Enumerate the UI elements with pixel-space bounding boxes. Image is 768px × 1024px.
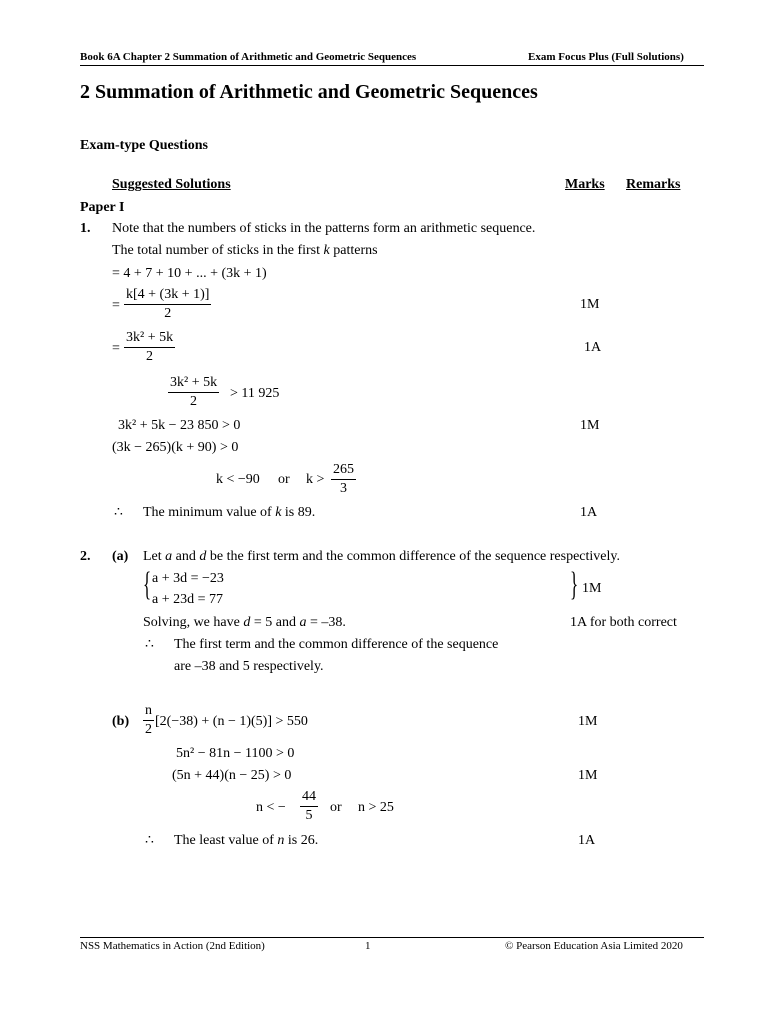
q2-part-b-label: (b) [112,714,130,729]
q1-sol-denominator: 3 [340,481,347,496]
q2b-sol-numerator: 44 [300,790,318,807]
q2a-right-brace: } [570,566,579,603]
q1-therefore-symbol: ∴ [114,505,123,520]
q2a-system-eq2: a + 23d = 77 [152,592,224,607]
q1-ineq3: (3k − 265)(k + 90) > 0 [112,440,239,455]
q2b-conclusion: The least value of n is 26. [174,833,319,848]
q2b-sol-or: or [330,800,342,815]
q2a-system-mark: 1M [582,581,602,596]
header-right: Exam Focus Plus (Full Solutions) [528,51,684,63]
q1-sol-fraction [331,463,356,496]
q1-eq3-denominator: 2 [146,349,154,364]
q1-sol-numerator: 265 [331,463,356,480]
q1-sol-right: k > [306,472,325,487]
q2a-left-brace: { [143,566,152,603]
q1-eq1: = 4 + 7 + 10 + ... + (3k + 1) [112,266,267,281]
q2a-solving-mark: 1A for both correct [570,615,677,630]
q1-ineq1-numerator: 3k² + 5k [168,376,219,393]
q2b-sol-left: n < − [256,800,286,815]
footer-rule [80,937,704,938]
q1-sol-or: or [278,472,290,487]
q2a-solving: Solving, we have d = 5 and a = –38. [143,615,346,630]
q2-number: 2. [80,549,91,564]
q1-eq3-numerator: 3k² + 5k [124,331,175,348]
q1-ineq2-mark: 1M [580,418,600,433]
q2b-eq1: [2(−38) + (n − 1)(5)] > 550 [155,714,308,729]
header-left: Book 6A Chapter 2 Summation of Arithmetic and Geometric Sequences [80,51,417,63]
q2b-eq1-numerator: n [143,704,154,721]
q1-eq3-fraction [124,331,175,364]
q1-eq2-numerator: k[4 + (3k + 1)] [124,288,211,305]
header-rule [80,65,704,66]
q2b-eq3-mark: 1M [578,768,598,783]
q1-sol-left: k < −90 [216,472,260,487]
q2a-therefore-symbol: ∴ [145,637,154,652]
paper-label: Paper I [80,200,125,215]
q1-ineq1-rhs: > 11 925 [230,386,280,401]
q2b-sol-right: n > 25 [358,800,394,815]
page-title: 2 Summation of Arithmetic and Geometric Sequences [80,81,538,103]
column-suggested-solutions: Suggested Solutions [112,177,231,192]
q2b-conclusion-mark: 1A [578,833,596,848]
footer-page-number: 1 [365,940,371,952]
q1-eq2-denominator: 2 [164,306,172,321]
q1-eq3-mark: 1A [584,340,602,355]
q2b-eq3: (5n + 44)(n − 25) > 0 [172,768,292,783]
q1-eq2-fraction [124,288,211,321]
q1-line2: The total number of sticks in the first k patterns [112,243,378,258]
q1-ineq1-denominator: 2 [190,394,198,409]
q1-conclusion: The minimum value of k is 89. [143,505,316,520]
footer-left: NSS Mathematics in Action (2nd Edition) [80,940,265,952]
q2a-system-eq1: a + 3d = −23 [152,571,224,586]
q2b-eq2: 5n² − 81n − 1100 > 0 [176,746,295,761]
section-subtitle: Exam-type Questions [80,138,208,153]
column-marks: Marks [565,177,605,192]
q2b-eq1-mark: 1M [578,714,598,729]
q1-conclusion-mark: 1A [580,505,598,520]
q2a-conclusion-line1: The first term and the common difference of the sequence [174,637,499,652]
q2a-intro: Let a and d be the first term and the common difference of the sequence respectively. [143,549,620,564]
q1-eq3-lead: = [112,341,120,356]
q2b-sol-fraction [300,790,318,823]
q1-ineq1-fraction [168,376,219,409]
q2b-eq1-fraction [143,704,154,737]
q2b-therefore-symbol: ∴ [145,833,154,848]
q1-eq2-lead: = [112,298,120,313]
q2b-sol-denominator: 5 [305,808,313,823]
q1-line1: Note that the numbers of sticks in the patterns form an arithmetic sequence. [112,221,536,236]
q2-part-a-label: (a) [112,549,129,564]
q1-eq2-mark: 1M [580,297,600,312]
q2b-eq1-denominator: 2 [145,722,152,737]
q1-ineq2: 3k² + 5k − 23 850 > 0 [118,418,241,433]
footer-right: © Pearson Education Asia Limited 2020 [505,940,683,952]
q2a-conclusion-line2: are –38 and 5 respectively. [174,659,324,674]
q1-number: 1. [80,221,91,236]
column-remarks: Remarks [626,177,681,192]
